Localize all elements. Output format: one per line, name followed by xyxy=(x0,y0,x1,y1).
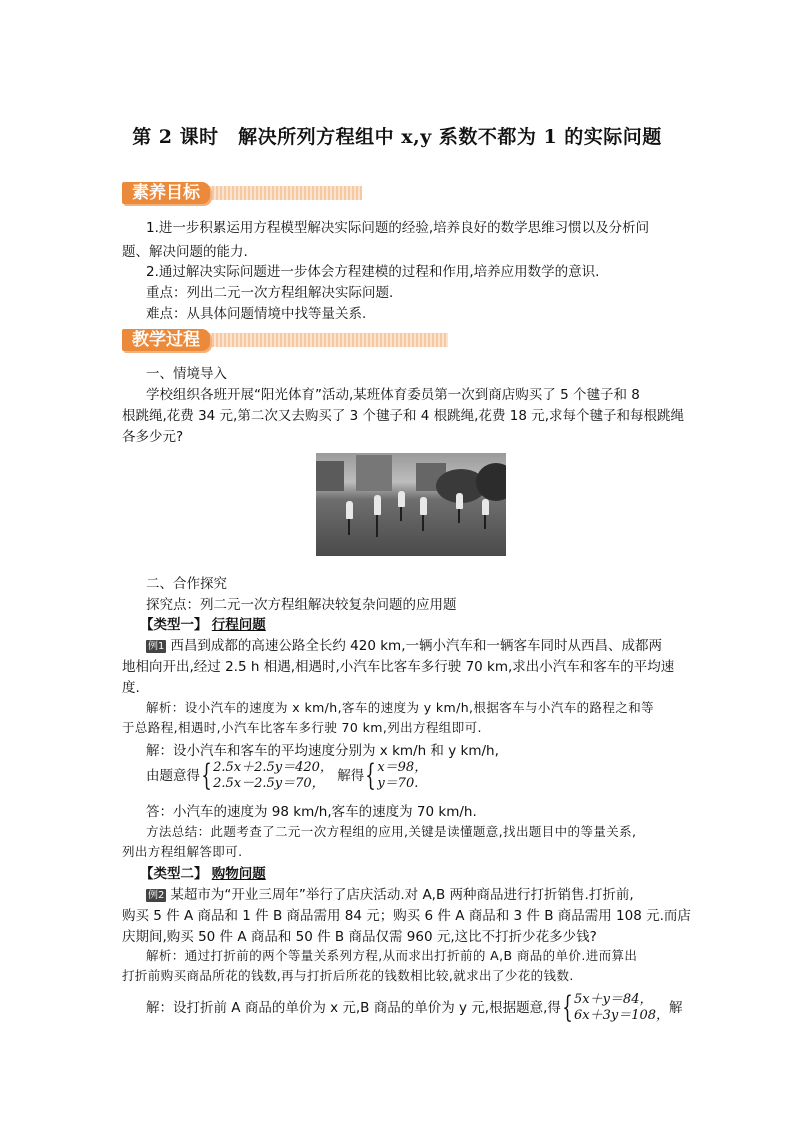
photo-person-leg xyxy=(484,515,486,529)
schoolyard-photo xyxy=(316,453,506,556)
solution-2-text: 解：设打折前 A 商品的单价为 x 元,B 商品的单价为 y 元,根据题意,得 xyxy=(146,1000,561,1016)
photo-person xyxy=(420,497,427,515)
photo-person-leg xyxy=(458,509,460,523)
banner-label: 素养目标 xyxy=(122,182,210,204)
photo-person-leg xyxy=(400,507,402,521)
photo-person xyxy=(398,491,405,507)
goal-1-line-2: 题、解决问题的能力. xyxy=(122,244,248,260)
photo-person xyxy=(482,499,489,515)
goal-2: 2.通过解决实际问题进一步体会方程建模的过程和作用,培养应用数学的意识. xyxy=(146,264,600,280)
example-1-badge: 例1 xyxy=(148,641,165,652)
section-banner-goals xyxy=(122,180,362,206)
example-1-line-3: 度. xyxy=(122,680,140,696)
system-brace: { xyxy=(562,990,573,1025)
result-system-1 xyxy=(377,760,427,792)
type-1-heading xyxy=(140,613,266,633)
example-2-badge: 例2 xyxy=(148,890,165,901)
equation-2b: 6x＋3y＝108， xyxy=(573,1008,670,1023)
section-banner-process xyxy=(122,327,448,353)
equation-1a: 2.5x＋2.5y＝420， xyxy=(213,760,333,775)
banner-strip xyxy=(204,186,362,200)
type-1-name: 行程问题 xyxy=(211,617,266,633)
solution-1-system xyxy=(146,760,427,792)
answer-1: 答：小汽车的速度为 98 km/h,客车的速度为 70 km/h. xyxy=(146,804,477,820)
example-2-line-3: 庆期间,购买 50 件 A 商品和 50 件 B 商品仅需 960 元,这比不打折少花多少钱? xyxy=(122,929,597,945)
type-2-name: 购物问题 xyxy=(211,866,266,882)
photo-person-leg xyxy=(348,519,350,535)
equation-system-1 xyxy=(213,760,333,792)
analysis-2-line-1: 解析：通过打折前的两个等量关系列方程,从而求出打折前的 A,B 商品的单价.进而算出 xyxy=(146,948,638,963)
equation-1b: 2.5x－2.5y＝70， xyxy=(213,776,325,791)
photo-building xyxy=(356,455,392,491)
key-point: 重点：列出二元一次方程组解决实际问题. xyxy=(146,285,394,301)
intro-heading: 一、情境导入 xyxy=(146,366,227,382)
example-1-line-2: 地相向开出,经过 2.5 h 相遇,相遇时,小汽车比客车多行驶 70 km,求出小汽车和客车的平均速 xyxy=(122,659,675,675)
summary-1-line-1: 方法总结：此题考查了二元一次方程组的应用,关键是读懂题意,找出题目中的等量关系, xyxy=(146,824,637,839)
analysis-2-line-2: 打折前购买商品所花的钱数,再与打折后所花的钱数相比较,就求出了少花的钱数. xyxy=(122,968,574,983)
solution-1-prefix: 由题意得 xyxy=(146,768,200,784)
intro-line-3: 各多少元? xyxy=(122,429,184,445)
page-title: 第 2 课时 解决所列方程组中 x,y 系数不都为 1 的实际问题 xyxy=(132,126,662,148)
example-2-text: 某超市为“开业三周年”举行了店庆活动.对 A,B 两种商品进行打折销售.打折前, xyxy=(170,887,634,903)
photo-person xyxy=(456,493,463,509)
solution-1-line-1: 解：设小汽车和客车的平均速度分别为 x km/h 和 y km/h, xyxy=(146,743,499,759)
solution-1-mid: 解得 xyxy=(337,768,365,784)
photo-person-leg xyxy=(422,515,424,531)
type-1-label: 【类型一】 xyxy=(140,617,208,633)
banner-label: 教学过程 xyxy=(122,329,210,351)
banner-strip xyxy=(204,333,448,347)
result-1a: x＝98， xyxy=(377,760,428,775)
analysis-1-line-2: 于总路程,相遇时,小汽车比客车多行驶 70 km,列出方程组即可. xyxy=(122,720,482,735)
result-1b: y＝70. xyxy=(377,776,419,791)
difficulty-point: 难点：从具体问题情境中找等量关系. xyxy=(146,306,367,322)
solution-2 xyxy=(146,992,683,1024)
example-2-line-2: 购买 5 件 A 商品和 1 件 B 商品需用 84 元；购买 6 件 A 商品和 3 件 B 商品需用 108 元.而店 xyxy=(122,908,691,924)
equation-2a: 5x＋y＝84， xyxy=(573,992,653,1007)
summary-1-line-2: 列出方程组解答即可. xyxy=(122,844,243,859)
analysis-1-line-1: 解析：设小汽车的速度为 x km/h,客车的速度为 y km/h,根据客车与小汽车的路程之和等 xyxy=(146,700,655,715)
example-1-line-1 xyxy=(146,634,662,654)
explore-point: 探究点：列二元一次方程组解决较复杂问题的应用题 xyxy=(146,597,457,613)
type-2-label: 【类型二】 xyxy=(140,866,208,882)
photo-person xyxy=(346,501,353,519)
example-2-line-1 xyxy=(146,883,634,903)
explore-heading: 二、合作探究 xyxy=(146,576,227,592)
goal-1-line-1: 1.进一步积累运用方程模型解决实际问题的经验,培养良好的数学思维习惯以及分析问 xyxy=(146,220,650,236)
equation-system-2 xyxy=(574,992,669,1024)
photo-building xyxy=(316,461,344,491)
photo-person-leg xyxy=(376,515,378,537)
system-brace: { xyxy=(201,758,212,793)
intro-line-2: 根跳绳,花费 34 元,第二次又去购买了 3 个毽子和 4 根跳绳,花费 18 元,求每个毽子和每根跳绳 xyxy=(122,408,685,424)
system-brace: { xyxy=(365,758,377,793)
example-1-text: 西昌到成都的高速公路全长约 420 km,一辆小汽车和一辆客车同时从西昌、成都两 xyxy=(170,638,662,654)
solution-2-tail: 解 xyxy=(669,1000,683,1016)
type-2-heading xyxy=(140,862,266,882)
intro-line-1: 学校组织各班开展“阳光体育”活动,某班体育委员第一次到商店购买了 5 个毽子和 8 xyxy=(146,387,640,403)
photo-person xyxy=(374,495,381,515)
